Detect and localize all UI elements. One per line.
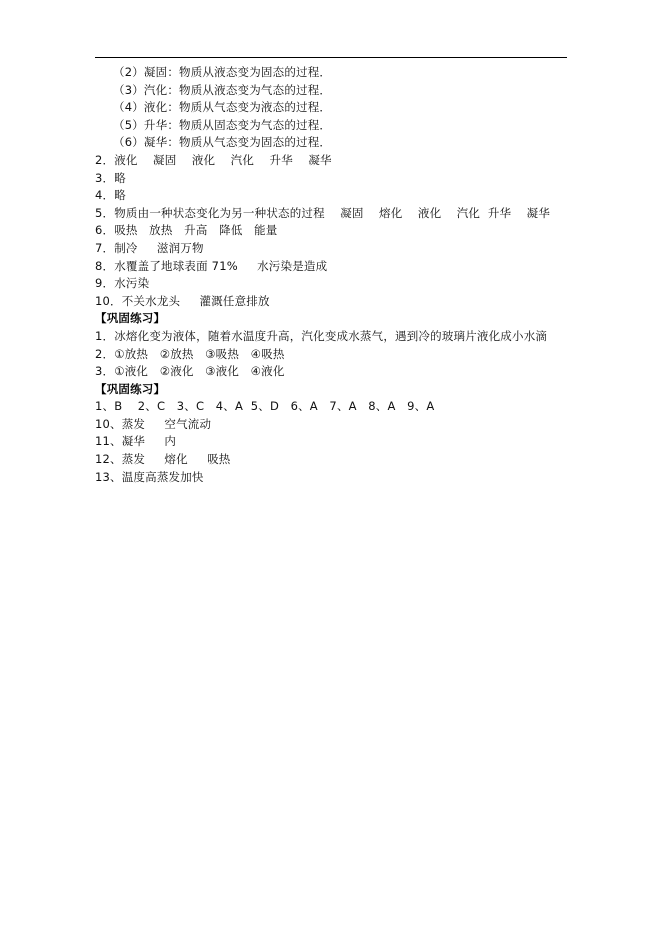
section-heading: 【巩固练习】 [95, 311, 166, 326]
text-line: （6）凝华：物质从气态变为固态的过程． [113, 135, 332, 150]
text-line: 8．水覆盖了地球表面 71% 水污染是造成 [95, 258, 328, 273]
text-line: （5）升华：物质从固态变为气态的过程． [113, 117, 332, 132]
text-line: 5．物质由一种状态变化为另一种状态的过程 凝固 熔化 液化 汽化 升华 凝华 [95, 205, 551, 220]
text-line: （2）凝固：物质从液态变为固态的过程． [113, 65, 332, 79]
text-line: 11、凝华 内 [95, 434, 177, 449]
text-line: （3）汽化：物质从液态变为气态的过程． [113, 82, 332, 97]
text-line: 4．略 [95, 188, 126, 203]
text-line: （4）液化：物质从气态变为液态的过程． [113, 100, 332, 115]
text-line: 3．①液化 ②液化 ③液化 ④液化 [95, 364, 285, 379]
text-line: 9．水污染 [95, 276, 150, 291]
text-line: 6．吸热 放热 升高 降低 能量 [95, 223, 278, 238]
document-body [95, 64, 595, 486]
text-line: 12、蒸发 熔化 吸热 [95, 452, 231, 467]
text-line: 1、B 2、C 3、C 4、A 5、D 6、A 7、A 8、A 9、A [95, 399, 435, 414]
header-rule [95, 57, 567, 58]
text-line: 13、温度高蒸发加快 [95, 469, 204, 484]
text-line: 10、蒸发 空气流动 [95, 416, 212, 431]
text-line: 2．液化 凝固 液化 汽化 升华 凝华 [95, 152, 332, 167]
text-line: 7．制冷 滋润万物 [95, 240, 204, 255]
text-line: 3．略 [95, 170, 126, 185]
section-heading: 【巩固练习】 [95, 381, 166, 396]
text-line: 10．不关水龙头 灌溉任意排放 [95, 293, 270, 308]
text-line: 1．冰熔化变为液体，随着水温度升高，汽化变成水蒸气，遇到冷的玻璃片液化成小水滴 [95, 328, 548, 343]
text-line: 2．①放热 ②放热 ③吸热 ④吸热 [95, 346, 285, 361]
